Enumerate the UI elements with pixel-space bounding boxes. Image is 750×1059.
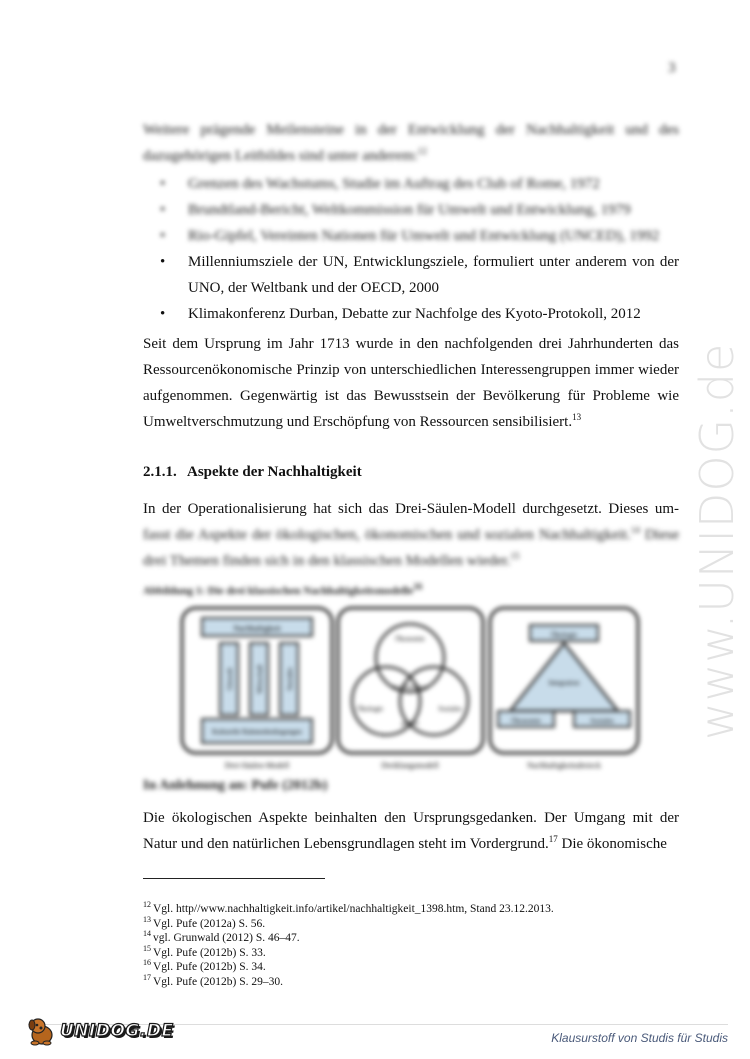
list-item: • Millenniumsziele der UN, Entwicklungsziele, formuliert unter anderem von der UNO, der Weltbank und der OECD, 2000: [160, 254, 679, 296]
footnote-ref: 12: [417, 146, 427, 156]
venn-label: Nachhaltigkeit: [392, 685, 428, 691]
venn-label: Ökonomie: [395, 635, 425, 643]
triangle: [510, 643, 618, 711]
footnotes: [143, 902, 554, 989]
model-label: Nachhaltigkeitsdreieck: [527, 761, 601, 770]
figure-source: In Anlehnung an: Pufe (2012b): [143, 778, 328, 793]
footnote: $^{13}$ Vgl. Pufe (2012a) S. 56.: [143, 914, 266, 930]
triangle-label: Integration: [548, 679, 580, 687]
body-paragraph: In der Operationalisierung hat sich das Drei-Säulen-Modell durchgesetzt. Dieses um- fasst die Aspekte der ökologischen, ökonomischen und sozialen Nachhaltigkeit.$^{14}$ Diese drei Themen finden sich in den klassischen Modellen wieder.$^{15}$: [143, 501, 679, 569]
section-title: Aspekte der Nachhaltigkeit: [187, 464, 362, 480]
footnote-ref: 17: [548, 834, 558, 844]
list-item: • Grenzen des Wachstums, Studie im Auftrag des Club of Rome, 1972: [160, 176, 600, 192]
watermark: www.UNIDOG.de: [690, 342, 744, 740]
sustainability-models-figure: [180, 603, 640, 778]
section-heading: [143, 464, 362, 481]
venn-label: Soziales: [438, 705, 462, 713]
model-label: Drei-Säulen-Modell: [224, 761, 290, 770]
footnote: $^{16}$ Vgl. Pufe (2012b) S. 34.: [143, 958, 266, 973]
footnote: $^{17}$ Vgl. Pufe (2012b) S. 29–30.: [143, 972, 284, 988]
list-item: • Brundtland-Bericht, Weltkommission für Umwelt und Entwicklung, 1979: [160, 202, 631, 218]
triangle-label: Soziales: [590, 717, 614, 725]
milestone-list: [160, 171, 679, 327]
figure-caption: Abbildung 1: Die drei klassischen Nachhaltigkeitsmodelle$^{16}$: [143, 581, 423, 597]
section-number: 2.1.1.: [143, 464, 177, 480]
unidog-logo[interactable]: [26, 1014, 174, 1048]
intro-text: Weitere prägende Meilensteine in der Entwicklung der Nachhaltigkeit und des dazugehörigen Leitbildes sind unter anderem:: [143, 122, 679, 164]
footnote: $^{12}$ Vgl. http//www.nachhaltigkeit.info/artikel/nachhaltigkeit_1398.htm, Stand 23.12.2013.: [143, 900, 554, 915]
venn-label: gesamt: [401, 721, 419, 727]
body-paragraph: Die ökologischen Aspekte beinhalten den Ursprungsgedanken. Der Umgang mit der Natur und den natürlichen Lebensgrundlagen steht im Vordergrund.$^{17}$ Die ökonomische: [143, 810, 679, 852]
venn-label: Ökologie: [356, 705, 384, 713]
pillar-label: Umwelt: [226, 667, 234, 691]
footnote-ref: 13: [572, 412, 582, 422]
intro-paragraph: [143, 117, 679, 169]
footnote: $^{15}$ Vgl. Pufe (2012b) S. 33.: [143, 943, 266, 959]
footnote-divider: [143, 878, 325, 879]
footer-tagline: Klausurstoff von Studis für Studis: [551, 1031, 728, 1045]
base-label: Kulturelle Rahmenbedingungen: [212, 728, 302, 736]
models-diagram: [180, 603, 640, 778]
body-paragraph: Seit dem Ursprung im Jahr 1713 wurde in den nachfolgenden drei Jahrhunderten das Ressourcenökonomische Prinzip von unterschiedlichen Interessengruppen immer wieder aufgenommen. Gegenwärtig ist das Bewusstsein der Bevölkerung für Probleme wie Umweltverschmutzung und Erschöpfung von Ressourcen sensibilisiert.$^{13}$: [143, 336, 679, 430]
roof-label: Nachhaltigkeit: [233, 624, 281, 633]
dog-mascot-icon: [26, 1015, 56, 1047]
triangle-label: Ökonomie: [511, 717, 541, 725]
pillar-label: Wirtschaft: [256, 664, 264, 694]
model-label: Dreiklangsmodell: [381, 761, 439, 770]
list-item: • Rio-Gipfel, Vereinten Nationen für Umwelt und Entwicklung (UNCED), 1992: [160, 228, 660, 244]
list-item: • Klimakonferenz Durban, Debatte zur Nachfolge des Kyoto-Protokoll, 2012: [160, 306, 641, 322]
triangle-label: Ökologie: [550, 631, 578, 639]
page-number: 3: [668, 60, 676, 76]
pillar-label: Soziales: [286, 667, 294, 691]
footnote: $^{14}$ vgl. Grunwald (2012) S. 46–47.: [143, 929, 300, 944]
logo-text: UNIDOG.DE: [60, 1021, 174, 1041]
